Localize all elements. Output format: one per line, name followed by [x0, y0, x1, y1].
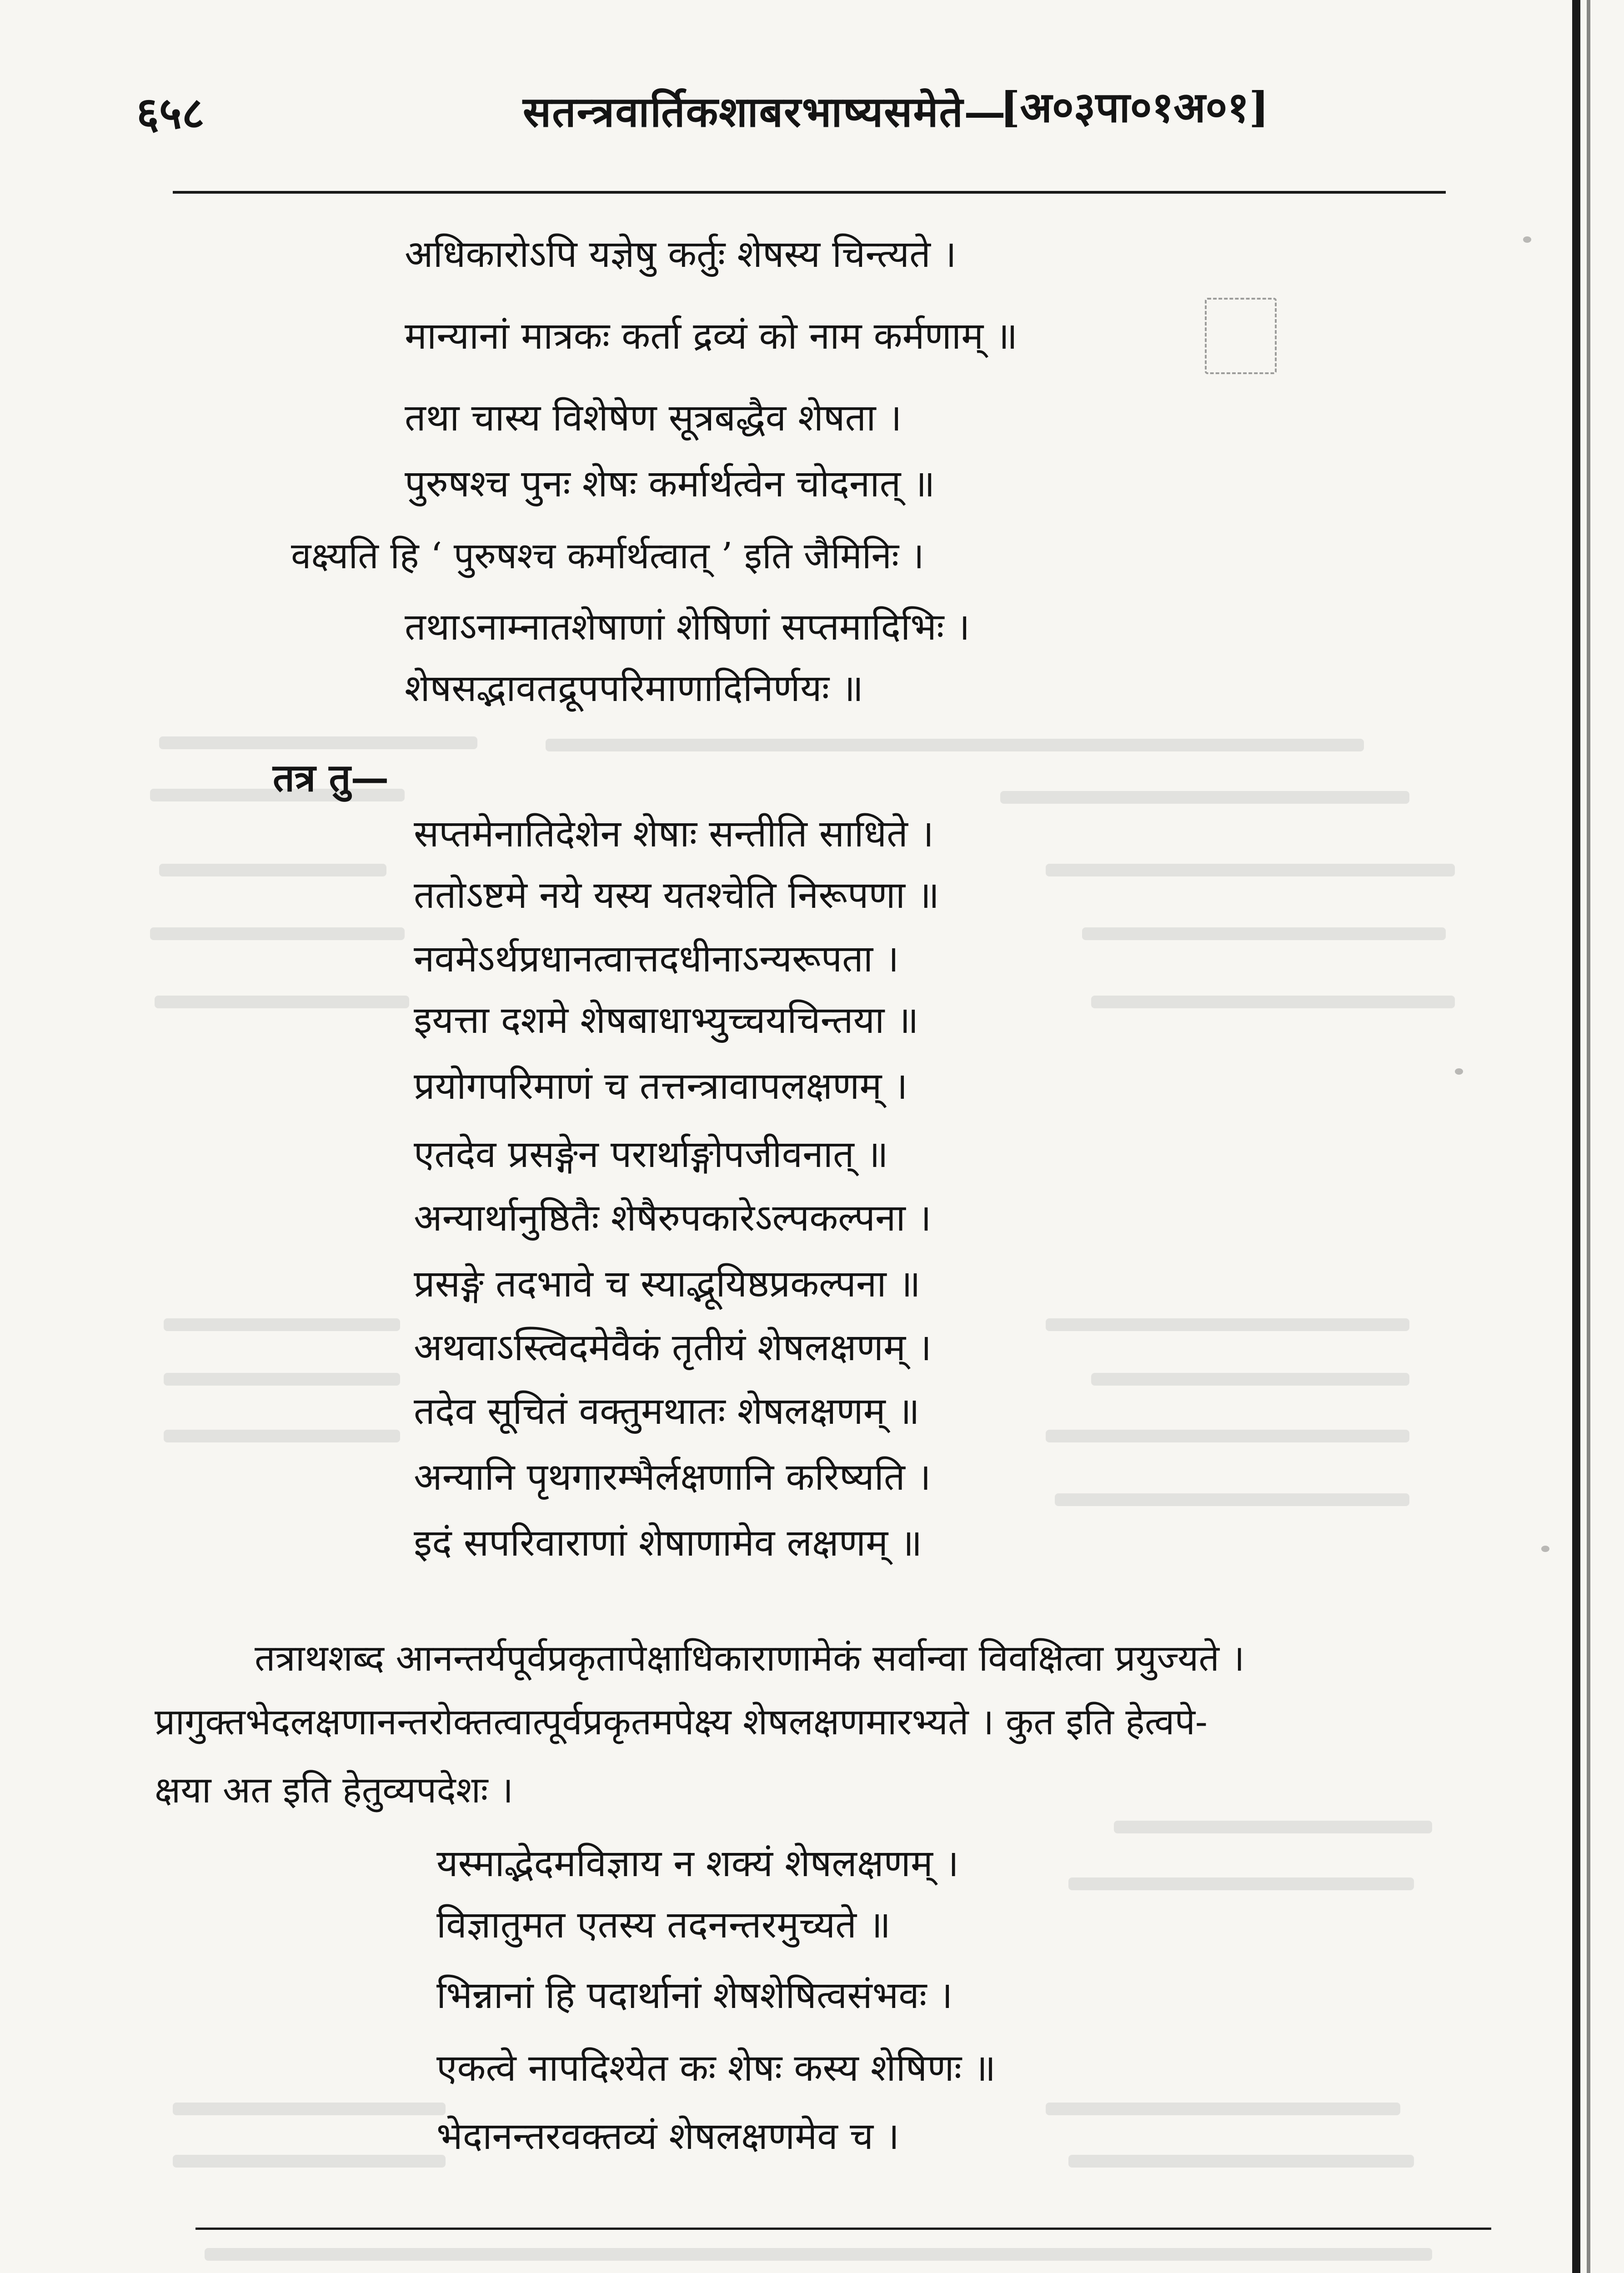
bleed-through-mark	[1068, 1877, 1414, 1890]
verse-line: तदेव सूचितं वक्तुमथातः शेषलक्षणम् ॥	[414, 1390, 920, 1433]
verse-line: भेदानन्तरवक्तव्यं शेषलक्षणमेव च ।	[436, 2115, 900, 2158]
verse-line: पुरुषश्च पुनः शेषः कर्मार्थत्वेन चोदनात् ॥	[405, 462, 935, 506]
verse-line: एतदेव प्रसङ्गेन परार्थाङ्गोपजीवनात् ॥	[414, 1133, 888, 1176]
verse-line: प्रसङ्गे तदभावे च स्याद्भूयिष्ठप्रकल्पना ॥	[414, 1262, 921, 1306]
prose-line: क्षया अत इति हेतुव्यपदेशः ।	[155, 1769, 514, 1811]
bleed-through-mark	[159, 864, 386, 876]
bleed-through-mark	[1046, 1318, 1409, 1331]
page-edge-shadow	[1572, 0, 1580, 2273]
bleed-through-mark	[159, 736, 477, 749]
verse-line: अधिकारोऽपि यज्ञेषु कर्तुः शेषस्य चिन्त्यते ।	[405, 233, 957, 276]
verse-line: अन्यार्थानुष्ठितैः शेषैरुपकारेऽल्पकल्पना ।	[414, 1197, 932, 1240]
bleed-through-mark	[1068, 2155, 1414, 2168]
verse-line: सप्तमेनातिदेशेन शेषाः सन्तीति साधिते ।	[414, 812, 934, 856]
verse-line: तथाऽनाम्नातशेषाणां शेषिणां सप्तमादिभिः ।	[405, 606, 970, 649]
prose-line: तत्राथशब्द आनन्तर्यपूर्वप्रकृतापेक्षाधिकाराणामेकं सर्वान्वा विवक्षित्वा प्रयुज्यते ।	[255, 1637, 1245, 1679]
bleed-through-mark	[1046, 2103, 1400, 2115]
bleed-through-mark	[155, 996, 409, 1008]
bleed-through-mark	[1114, 1821, 1432, 1833]
bleed-through-mark	[1082, 927, 1446, 940]
verse-line: इदं सपरिवाराणां शेषाणामेव लक्षणम् ॥	[414, 1522, 922, 1565]
bleed-through-mark	[546, 739, 1364, 751]
bleed-through-mark	[164, 1318, 400, 1331]
verse-line: भिन्नानां हि पदार्थानां शेषशेषित्वसंभवः ।	[436, 1974, 953, 2017]
prose-line: वक्ष्यति हि ‘ पुरुषश्च कर्मार्थत्वात् ’ इति जैमिनिः ।	[291, 535, 924, 577]
verse-line: अथवाऽस्त्विदमेवैकं तृतीयं शेषलक्षणम् ।	[414, 1326, 932, 1369]
ink-speck	[1455, 1068, 1463, 1075]
verse-line: अन्यानि पृथगारम्भैर्लक्षणानि करिष्यति ।	[414, 1456, 931, 1499]
page-edge-shadow-2	[1587, 0, 1590, 2273]
bleed-through-mark	[164, 1430, 400, 1442]
bleed-through-mark	[173, 2103, 446, 2115]
section-label-tatra: तत्र तु—	[273, 755, 389, 800]
verse-line: इयत्ता दशमे शेषबाधाभ्युच्चयचिन्तया ॥	[414, 999, 919, 1042]
page-number: ६५८	[136, 87, 205, 139]
bleed-through-mark	[1046, 1430, 1409, 1442]
section-reference: [अ०३पा०१अ०१]	[1000, 83, 1269, 132]
bleed-through-mark	[205, 2248, 1432, 2261]
bleed-through-mark	[1055, 1493, 1409, 1506]
footnote-rule	[195, 2228, 1491, 2230]
header-rule	[173, 191, 1446, 194]
verse-line: शेषसद्भावतद्रूपपरिमाणादिनिर्णयः ॥	[405, 667, 864, 710]
verse-line: मान्यानां मात्रकः कर्ता द्रव्यं को नाम कर्मणाम् ॥	[405, 315, 1018, 358]
verse-line: प्रयोगपरिमाणं च तत्तन्त्रावापलक्षणम् ।	[414, 1065, 908, 1108]
running-title: सतन्त्रवार्तिकशाबरभाष्यसमेते—	[523, 87, 1007, 136]
prose-line: प्रागुक्तभेदलक्षणानन्तरोक्तत्वात्पूर्वप्रकृतमपेक्ष्य शेषलक्षणमारभ्यते । कुत इति हेत्वपे-	[155, 1701, 1208, 1743]
bleed-through-mark	[164, 1373, 400, 1386]
ink-speck	[1541, 1546, 1549, 1552]
verse-line: तथा चास्य विशेषेण सूत्रबद्धैव शेषता ।	[405, 396, 902, 440]
margin-bracket-mark	[1205, 298, 1277, 374]
bleed-through-mark	[150, 927, 405, 940]
bleed-through-mark	[173, 2155, 446, 2168]
verse-line: विज्ञातुमत एतस्य तदनन्तरमुच्यते ॥	[436, 1903, 891, 1947]
bleed-through-mark	[1091, 996, 1455, 1008]
running-header	[136, 77, 1482, 145]
bleed-through-mark	[1091, 1373, 1409, 1386]
verse-line: नवमेऽर्थप्रधानत्वात्तदधीनाऽन्यरूपता ।	[414, 937, 899, 981]
verse-line: ततोऽष्टमे नये यस्य यतश्चेति निरूपणा ॥	[414, 874, 940, 917]
verse-line: एकत्वे नापदिश्येत कः शेषः कस्य शेषिणः ॥	[436, 2047, 996, 2090]
bleed-through-mark	[1000, 791, 1409, 804]
ink-speck	[1523, 236, 1531, 243]
bleed-through-mark	[1046, 864, 1455, 876]
verse-line: यस्माद्भेदमविज्ञाय न शक्यं शेषलक्षणम् ।	[436, 1842, 959, 1885]
